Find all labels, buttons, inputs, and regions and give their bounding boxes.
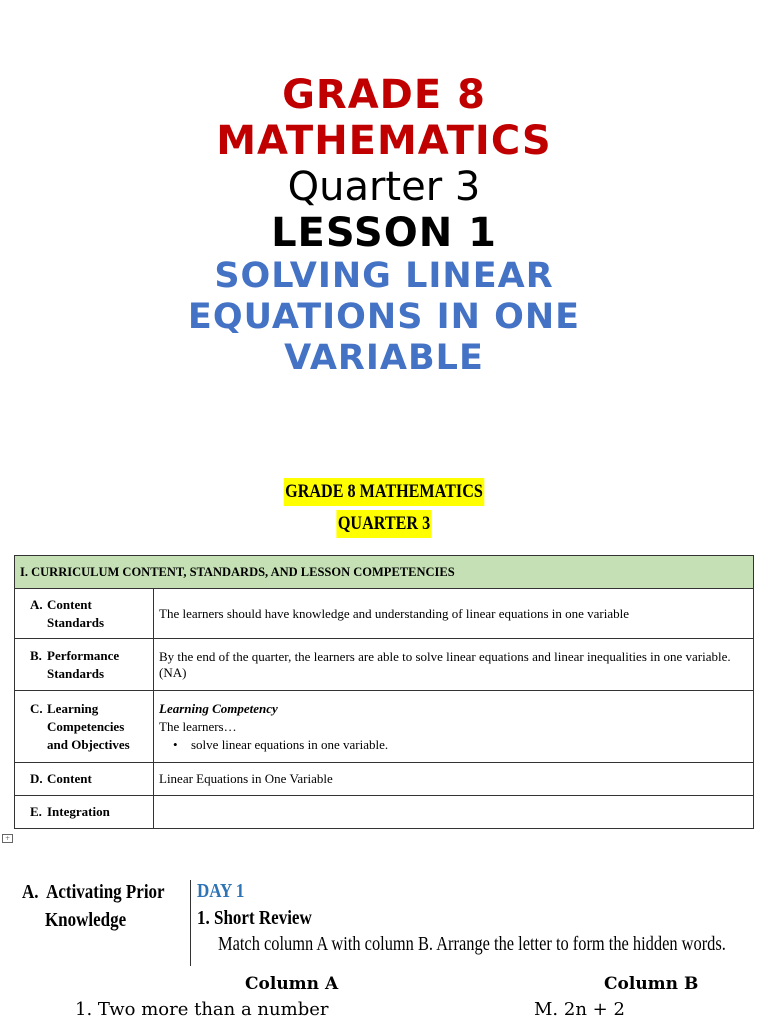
cover-lesson: LESSON 1 — [271, 210, 497, 256]
row-label-line: and Objectives — [47, 736, 130, 752]
column-a-header: Column A — [245, 974, 339, 994]
activity-section-line: Activating Prior — [46, 881, 165, 903]
curriculum-table — [14, 555, 754, 829]
step-instruction: Match column A with column B. Arrange the letter to form the hidden words. — [218, 933, 726, 955]
row-label — [15, 763, 154, 796]
row-label-line: Standards — [47, 614, 105, 630]
row-label-line: Content — [47, 771, 92, 786]
row-label — [15, 691, 154, 763]
row-content — [154, 796, 754, 829]
row-content: By the end of the quarter, the learners are able to solve linear equations and linear inequalities in one variable. (NA) — [154, 639, 754, 691]
row-content: The learners should have knowledge and understanding of linear equations in one variable — [154, 589, 754, 639]
table-header: I. CURRICULUM CONTENT, STANDARDS, AND LESSON COMPETENCIES — [15, 556, 754, 589]
row-letter: C. — [30, 700, 43, 716]
highlighted-subheading — [58, 478, 711, 538]
row-letter: D. — [30, 771, 43, 786]
table-row — [15, 796, 754, 829]
bullet-icon: • — [173, 736, 178, 752]
column-b-header: Column B — [604, 974, 699, 994]
table-row — [15, 639, 754, 691]
cover-quarter: Quarter 3 — [287, 164, 481, 210]
cover-title-block — [0, 72, 768, 379]
row-content: Linear Equations in One Variable — [154, 763, 754, 796]
row-label-line: Competencies — [47, 718, 125, 734]
table-row — [15, 763, 754, 796]
cover-grade: GRADE 8 — [282, 72, 486, 118]
row-label-line: Learning — [47, 700, 99, 716]
row-letter: A. — [30, 596, 43, 612]
row-label — [15, 639, 154, 691]
competency-bullet — [159, 736, 748, 754]
row-letter: E. — [30, 804, 42, 819]
row-content — [154, 691, 754, 763]
competency-bullet-text: solve linear equations in one variable. — [191, 736, 389, 752]
activity-section-label — [22, 878, 165, 934]
activity-section-line: Knowledge — [44, 909, 127, 931]
table-header-row — [15, 556, 754, 589]
section-divider — [190, 880, 191, 966]
activity-section-letter: A. — [22, 881, 39, 903]
row-label-line: Performance — [47, 647, 120, 663]
row-label — [15, 796, 154, 829]
row-label-line: Integration — [47, 804, 110, 819]
row-label — [15, 589, 154, 639]
step-title: 1. Short Review — [197, 907, 312, 929]
column-b-item: M. 2n + 2 — [534, 999, 625, 1020]
table-row — [15, 589, 754, 639]
row-label-line: Content — [47, 596, 92, 612]
cover-topic-line: EQUATIONS IN ONE — [187, 297, 581, 337]
cover-subject: MATHEMATICS — [216, 118, 552, 164]
day-label: DAY 1 — [197, 880, 245, 902]
table-move-handle-icon[interactable]: + — [2, 834, 13, 843]
column-a-item: 1. Two more than a number — [75, 999, 329, 1020]
row-letter: B. — [30, 647, 42, 663]
table-row — [15, 691, 754, 763]
subheading-grade: GRADE 8 MATHEMATICS — [283, 478, 484, 506]
competency-title: Learning Competency — [159, 700, 278, 716]
row-label-line: Standards — [47, 665, 105, 681]
subheading-quarter: QUARTER 3 — [336, 510, 432, 538]
cover-topic-line: VARIABLE — [284, 338, 484, 378]
competency-intro: The learners… — [159, 718, 237, 734]
cover-topic-line: SOLVING LINEAR — [214, 256, 554, 296]
